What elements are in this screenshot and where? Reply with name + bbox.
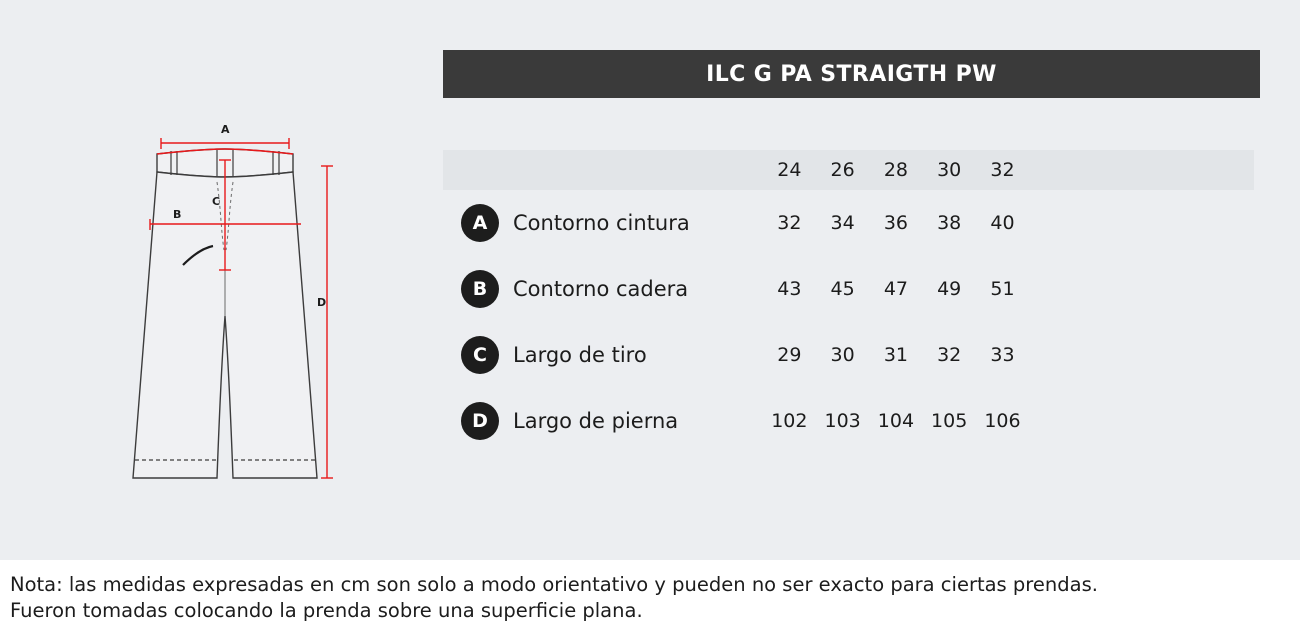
size-header-spacer xyxy=(1029,150,1254,190)
value-a-32: 40 xyxy=(990,212,1015,234)
value-b-28: 47 xyxy=(883,278,908,300)
measurement-column-header xyxy=(443,150,763,190)
pants-technical-drawing xyxy=(105,120,405,510)
value-b-26: 45 xyxy=(830,278,855,300)
value-d-24: 102 xyxy=(771,410,808,432)
table-row xyxy=(443,256,1254,322)
size-header-30: 30 xyxy=(923,150,976,190)
size-header-28: 28 xyxy=(869,150,922,190)
measurement-label-c xyxy=(443,322,763,388)
value-d-30: 105 xyxy=(931,410,968,432)
measurement-name-a: Contorno cintura xyxy=(513,211,690,235)
value-d-32: 106 xyxy=(984,410,1021,432)
measurement-note xyxy=(10,572,1290,624)
size-table xyxy=(443,150,1254,454)
product-title-bar xyxy=(443,50,1260,98)
row-spacer-a xyxy=(1029,190,1254,256)
measurement-label-a xyxy=(443,190,763,256)
marker-bullet-a: A xyxy=(461,204,499,242)
marker-label-b: B xyxy=(173,208,182,221)
row-spacer-b xyxy=(1029,256,1254,322)
marker-bullet-b: B xyxy=(461,270,499,308)
value-b-24: 43 xyxy=(777,278,802,300)
row-spacer-d xyxy=(1029,388,1254,454)
measurement-label-b xyxy=(443,256,763,322)
value-c-30: 32 xyxy=(937,344,962,366)
value-c-24: 29 xyxy=(777,344,802,366)
value-b-32: 51 xyxy=(990,278,1015,300)
value-a-24: 32 xyxy=(777,212,802,234)
size-table-header-row xyxy=(443,150,1254,190)
marker-bullet-c: C xyxy=(461,336,499,374)
measurement-name-b: Contorno cadera xyxy=(513,277,689,301)
row-spacer-c xyxy=(1029,322,1254,388)
value-c-28: 31 xyxy=(883,344,908,366)
measurement-name-c: Largo de tiro xyxy=(513,343,647,367)
pants-drawing-svg xyxy=(105,120,405,510)
note-line-1: Nota: las medidas expresadas en cm son solo a modo orientativo y pueden no ser exacto para ciertas prendas. xyxy=(10,573,1098,596)
value-a-30: 38 xyxy=(937,212,962,234)
note-line-2: Fueron tomadas colocando la prenda sobre una superficie plana. xyxy=(10,599,643,622)
marker-label-c: C xyxy=(212,195,221,208)
value-c-26: 30 xyxy=(830,344,855,366)
page-title: ILC G PA STRAIGTH PW xyxy=(706,61,997,87)
measurement-label-d xyxy=(443,388,763,454)
size-header-26: 26 xyxy=(816,150,869,190)
value-a-26: 34 xyxy=(830,212,855,234)
marker-label-d: D xyxy=(317,296,327,309)
table-row xyxy=(443,190,1254,256)
table-row xyxy=(443,388,1254,454)
size-header-24: 24 xyxy=(763,150,816,190)
marker-label-a: A xyxy=(221,123,230,136)
value-d-28: 104 xyxy=(877,410,915,432)
value-b-30: 49 xyxy=(937,278,962,300)
value-c-32: 33 xyxy=(990,344,1015,366)
measurement-name-d: Largo de pierna xyxy=(513,409,679,433)
marker-bullet-d: D xyxy=(461,402,499,440)
table-row xyxy=(443,322,1254,388)
value-a-28: 36 xyxy=(883,212,908,234)
size-header-32: 32 xyxy=(976,150,1029,190)
size-table-wrapper xyxy=(443,150,1260,454)
value-d-26: 103 xyxy=(824,410,861,432)
